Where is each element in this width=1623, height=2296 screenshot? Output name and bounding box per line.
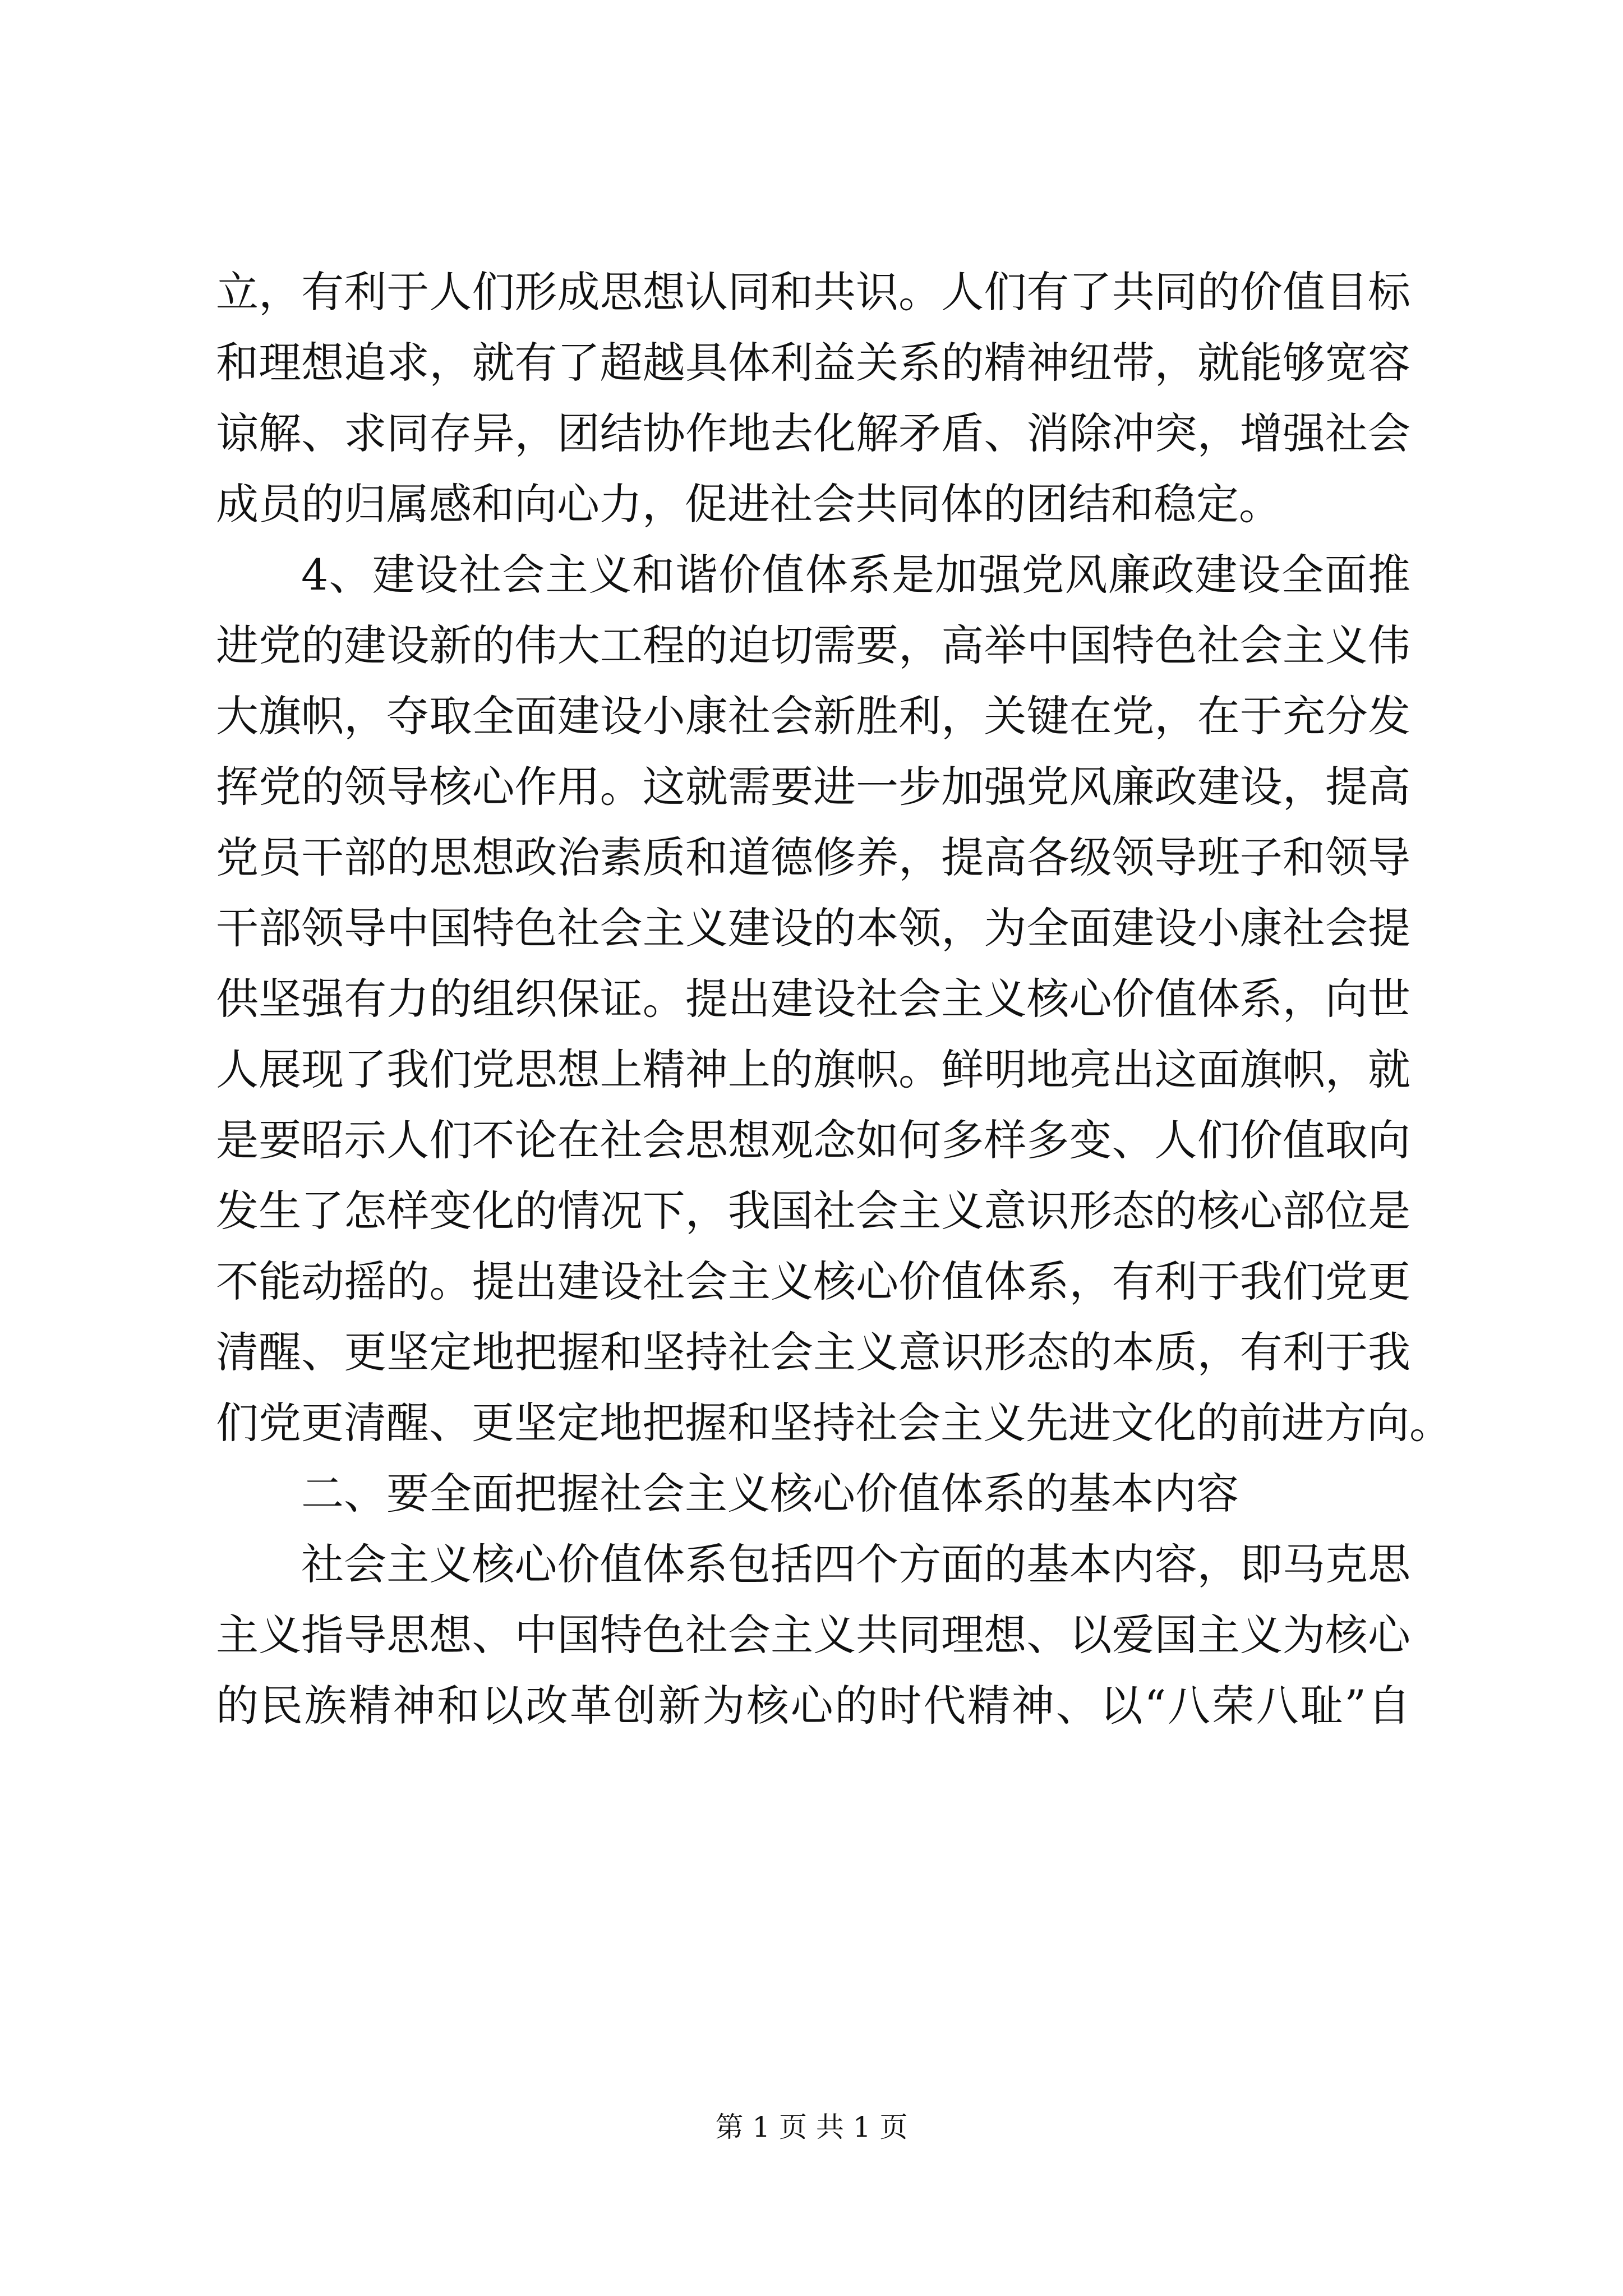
text-line: 进党的建设新的伟大工程的迫切需要，高举中国特色社会主义伟 — [216, 620, 1410, 670]
text-line: 是要昭示人们不论在社会思想观念如何多样多变、人们价值取向 — [216, 1115, 1410, 1165]
page-footer — [0, 2110, 1623, 2144]
text-line: 4、建设社会主义和谐价值体系是加强党风廉政建设全面推 — [301, 550, 1410, 600]
text-line: 不能动摇的。提出建设社会主义核心价值体系，有利于我们党更 — [216, 1257, 1410, 1306]
text-line: 的民族精神和以改革创新为核心的时代精神、以“八荣八耻”自 — [216, 1681, 1410, 1731]
text-line: 社会主义核心价值体系包括四个方面的基本内容，即马克思 — [301, 1539, 1410, 1589]
text-line: 主义指导思想、中国特色社会主义共同理想、以爱国主义为核心 — [216, 1610, 1410, 1660]
text-line: 党员干部的思想政治素质和道德修养，提高各级领导班子和领导 — [216, 832, 1410, 882]
text-line: 挥党的领导核心作用。这就需要进一步加强党风廉政建设，提高 — [216, 762, 1410, 812]
page-number-label: 第 1 页 共 1 页 — [715, 2111, 908, 2143]
section-heading: 二、要全面把握社会主义核心价值体系的基本内容 — [301, 1469, 1239, 1519]
text-line: 发生了怎样变化的情况下，我国社会主义意识形态的核心部位是 — [216, 1186, 1410, 1236]
text-line: 立，有利于人们形成思想认同和共识。人们有了共同的价值目标 — [216, 267, 1410, 317]
text-line: 成员的归属感和向心力，促进社会共同体的团结和稳定。 — [216, 479, 1281, 529]
text-line: 清醒、更坚定地把握和坚持社会主义意识形态的本质，有利于我 — [216, 1327, 1410, 1377]
text-line: 和理想追求，就有了超越具体利益关系的精神纽带，就能够宽容 — [216, 338, 1410, 388]
document-body — [216, 257, 1452, 1741]
text-line: 大旗帜，夺取全面建设小康社会新胜利，关键在党，在于充分发 — [216, 691, 1410, 741]
text-line: 谅解、求同存异，团结协作地去化解矛盾、消除冲突，增强社会 — [216, 408, 1410, 458]
text-line: 供坚强有力的组织保证。提出建设社会主义核心价值体系，向世 — [216, 974, 1410, 1024]
text-line: 干部领导中国特色社会主义建设的本领，为全面建设小康社会提 — [216, 903, 1410, 953]
text-line: 们党更清醒、更坚定地把握和坚持社会主义先进文化的前进方向。 — [216, 1398, 1452, 1448]
text-line: 人展现了我们党思想上精神上的旗帜。鲜明地亮出这面旗帜，就 — [216, 1045, 1410, 1094]
